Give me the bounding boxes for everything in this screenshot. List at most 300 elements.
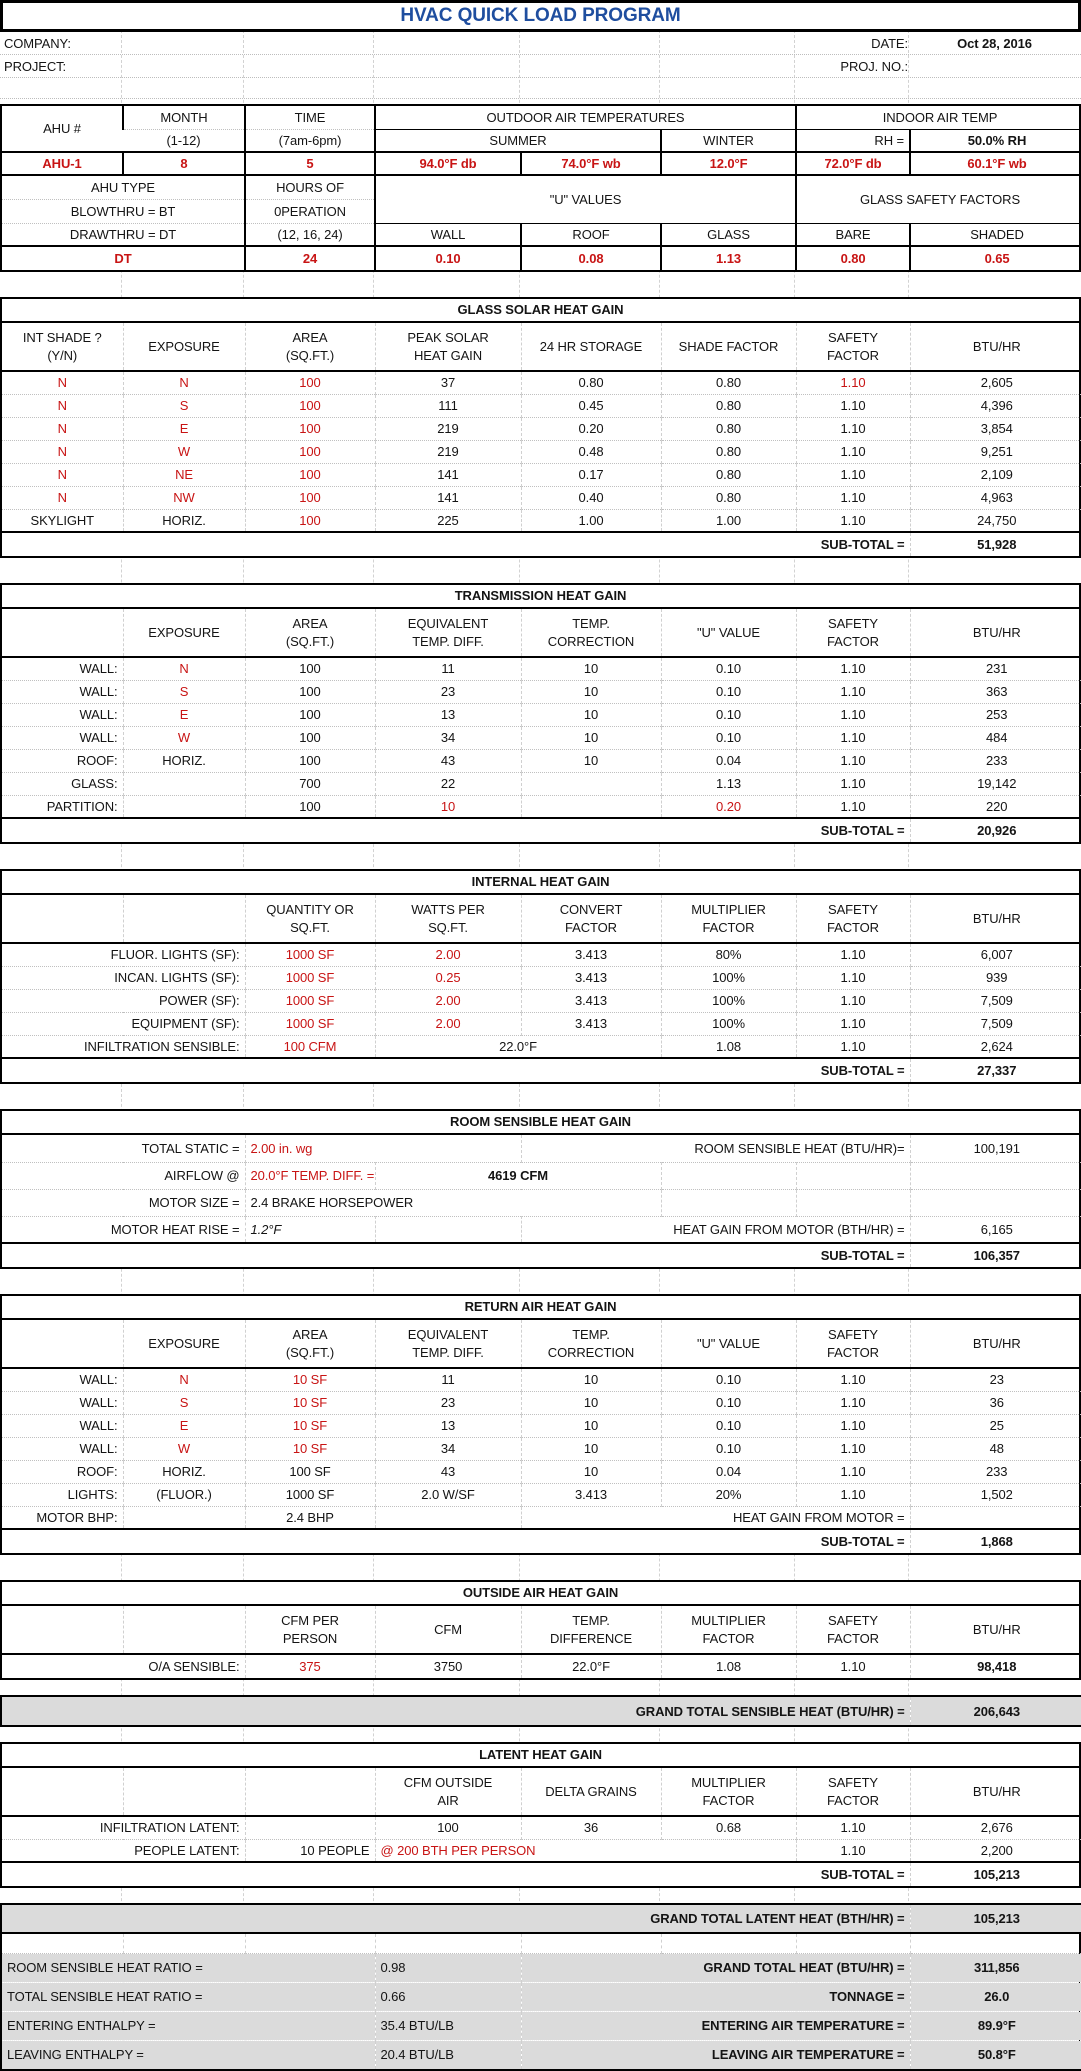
cell-line: (SQ.FT.) <box>285 1344 335 1360</box>
cell: 1.10 <box>796 795 910 818</box>
table-row <box>2 1460 1081 1483</box>
table-row <box>2 106 1081 129</box>
empty-cell <box>2 609 123 657</box>
cell: 24,750 <box>910 509 1081 532</box>
cell: 2,624 <box>910 1035 1081 1058</box>
cell[interactable]: 0.65 <box>910 246 1081 270</box>
cell-line: FACTOR <box>702 1630 755 1646</box>
cell: 253 <box>910 703 1081 726</box>
table-row <box>2 129 1081 152</box>
cell: HEAT GAIN FROM MOTOR = <box>521 1506 910 1529</box>
cell[interactable]: 0.80 <box>796 246 910 270</box>
cell: WALL: <box>2 657 123 680</box>
cell-line: MULTIPLIER <box>691 1774 766 1790</box>
cell: 3750 <box>375 1654 521 1678</box>
cell: 231 <box>910 657 1081 680</box>
empty-cell <box>661 1933 796 1953</box>
cell[interactable]: 1000 SF <box>245 943 375 966</box>
cell: 13 <box>375 703 521 726</box>
cell: PARTITION: <box>2 795 123 818</box>
empty-cell <box>245 1816 375 1839</box>
cell: 1.10 <box>796 703 910 726</box>
cell: ENTERING ENTHALPY = <box>2 2011 375 2040</box>
cell: BLOWTHRU = BT <box>2 199 245 223</box>
cell: 0.68 <box>661 1816 796 1839</box>
cell-line: CORRECTION <box>547 633 635 649</box>
cell[interactable]: N <box>2 371 123 394</box>
cell[interactable]: 74.0°F wb <box>521 152 661 175</box>
date-value[interactable]: Oct 28, 2016 <box>957 35 1032 51</box>
cell-line: FACTOR <box>702 919 755 935</box>
table-row <box>2 1862 1081 1886</box>
cell[interactable]: N <box>2 394 123 417</box>
cell: 1.10 <box>796 440 910 463</box>
cell: MOTOR SIZE = <box>2 1189 245 1216</box>
cell: 2,605 <box>910 371 1081 394</box>
empty-cell <box>2 1606 123 1654</box>
cell: TOTAL SENSIBLE HEAT RATIO = <box>2 1982 375 2011</box>
cell[interactable]: 1000 SF <box>245 966 375 989</box>
table-row <box>2 657 1081 680</box>
cell: 48 <box>910 1437 1081 1460</box>
cell: 1.10 <box>796 417 910 440</box>
cell: 100 <box>245 795 375 818</box>
cell[interactable]: W <box>123 1437 245 1460</box>
cell[interactable]: S <box>123 394 245 417</box>
table-row <box>2 323 1081 371</box>
cell[interactable]: 100 <box>245 417 375 440</box>
table-row <box>2 680 1081 703</box>
table-row <box>2 1135 1081 1162</box>
cell-line: SAFETY <box>828 901 878 917</box>
empty-cell <box>661 1162 796 1189</box>
table-row <box>2 2040 1081 2069</box>
cell[interactable]: 12.0°F <box>661 152 796 175</box>
cell-line: FACTOR <box>827 1630 879 1646</box>
cell: 13 <box>375 1414 521 1437</box>
cell: 100 <box>375 1816 521 1839</box>
cell: 100% <box>661 989 796 1012</box>
empty-cell <box>2 1320 123 1368</box>
cell[interactable]: 100 <box>245 463 375 486</box>
table-row <box>2 1697 1081 1725</box>
cell: 1000 SF <box>245 1483 375 1506</box>
cell: 10 <box>521 1391 661 1414</box>
cell-line: MULTIPLIER <box>691 1612 766 1628</box>
cell: 0.04 <box>661 749 796 772</box>
cell <box>661 1768 796 1816</box>
cell[interactable]: W <box>123 726 245 749</box>
cell-line: EQUIVALENT <box>407 615 489 631</box>
cell: 10 <box>521 749 661 772</box>
empty-cell <box>661 1189 796 1216</box>
cell: 34 <box>375 726 521 749</box>
table-row <box>2 223 1081 246</box>
cell: 36 <box>910 1391 1081 1414</box>
cell: 50.8°F <box>910 2040 1081 2069</box>
date-label: DATE: <box>871 35 908 51</box>
cell: 0.80 <box>661 417 796 440</box>
empty-cell <box>796 1933 910 1953</box>
cell[interactable]: N <box>123 1368 245 1391</box>
cell[interactable]: 2.00 <box>375 943 521 966</box>
cell[interactable]: N <box>123 371 245 394</box>
cell[interactable]: 0.20 <box>661 795 796 818</box>
cell: BTU/HR <box>910 609 1081 657</box>
table-row <box>2 1506 1081 1529</box>
cell: 100% <box>661 966 796 989</box>
table-row <box>2 609 1081 657</box>
cell-line: FACTOR <box>827 633 879 649</box>
cell-line: EQUIVALENT <box>407 1326 489 1342</box>
cell[interactable]: N <box>2 463 123 486</box>
cell[interactable]: 1000 SF <box>245 989 375 1012</box>
cell: 1.10 <box>796 486 910 509</box>
cell: EQUIPMENT (SF): <box>2 1012 245 1035</box>
project-label: PROJECT: <box>4 58 67 74</box>
cell: GLASS: <box>2 772 123 795</box>
cell[interactable]: 2.00 <box>375 989 521 1012</box>
cell-line: MULTIPLIER <box>691 901 766 917</box>
cell[interactable]: 20.0°F TEMP. DIFF. = <box>245 1162 375 1189</box>
empty-cell <box>245 1933 375 1953</box>
cell-line: INT SHADE ? <box>22 329 102 345</box>
cell: BTU/HR <box>910 895 1081 943</box>
cell <box>661 1606 796 1654</box>
table-row <box>2 966 1081 989</box>
cell <box>245 609 375 657</box>
cell[interactable]: 8 <box>123 152 245 175</box>
cell: 3,854 <box>910 417 1081 440</box>
cell[interactable]: 1.13 <box>661 246 796 270</box>
cell: 25 <box>910 1414 1081 1437</box>
cell: 2.4 BRAKE HORSEPOWER <box>245 1189 661 1216</box>
cell: 0.10 <box>661 1414 796 1437</box>
cell: 233 <box>910 749 1081 772</box>
cell[interactable]: N <box>2 417 123 440</box>
cell: 0.80 <box>661 394 796 417</box>
cell: ROOM SENSIBLE HEAT (BTU/HR)= <box>521 1135 910 1162</box>
cell: 0.80 <box>661 371 796 394</box>
empty-cell <box>123 1606 245 1654</box>
cell-line: PEAK SOLAR <box>407 329 489 345</box>
cell: BARE <box>796 223 910 246</box>
cell: 22 <box>375 772 521 795</box>
cell[interactable]: E <box>123 417 245 440</box>
cell[interactable]: E <box>123 1414 245 1437</box>
cell: 36 <box>521 1816 661 1839</box>
cell[interactable]: 10 SF <box>245 1437 375 1460</box>
cell: "U" VALUE <box>661 609 796 657</box>
cell: 0PERATION <box>245 199 375 223</box>
cell[interactable]: 94.0°F db <box>375 152 521 175</box>
empty-cell <box>2 1933 123 1953</box>
empty-cell <box>375 1933 521 1953</box>
room-sensible-heat-gain <box>0 1109 1081 1269</box>
cell: 43 <box>375 1460 521 1483</box>
cell[interactable]: 100 <box>245 486 375 509</box>
cell: 2,200 <box>910 1839 1081 1862</box>
cell[interactable]: 5 <box>245 152 375 175</box>
cell-line: SQ.FT. <box>290 919 330 935</box>
internal-heat-gain <box>0 869 1081 1084</box>
cell: WALL: <box>2 1414 123 1437</box>
cell: 220 <box>910 795 1081 818</box>
cell-line: FACTOR <box>565 919 617 935</box>
cell[interactable]: 100 <box>245 394 375 417</box>
cell-line: PERSON <box>282 1630 338 1646</box>
table-row <box>2 509 1081 532</box>
cell: (7am-6pm) <box>245 129 375 152</box>
cell[interactable]: S <box>123 680 245 703</box>
cell: EXPOSURE <box>123 1320 245 1368</box>
table-row <box>2 371 1081 394</box>
cell: 1.10 <box>796 394 910 417</box>
cell[interactable]: W <box>123 440 245 463</box>
cell: 0.45 <box>521 394 661 417</box>
cell: LEAVING AIR TEMPERATURE = <box>521 2040 910 2069</box>
cell: 363 <box>910 680 1081 703</box>
table-row <box>2 1216 1081 1243</box>
cell: 484 <box>910 726 1081 749</box>
subtotal-label: SUB-TOTAL = <box>2 532 910 556</box>
cell[interactable]: DT <box>2 246 245 270</box>
cell[interactable]: AHU-1 <box>2 152 123 175</box>
cell <box>245 895 375 943</box>
cell: 100 <box>245 703 375 726</box>
cell: RH = <box>796 129 910 152</box>
table-row <box>2 246 1081 270</box>
cell <box>245 1606 375 1654</box>
subtotal-label: SUB-TOTAL = <box>2 1529 910 1553</box>
cell: WALL: <box>2 1391 123 1414</box>
cell: 0.80 <box>661 463 796 486</box>
cell[interactable]: 10 <box>375 795 521 818</box>
cell: 11 <box>375 657 521 680</box>
cell-line: CORRECTION <box>547 1344 635 1360</box>
cell-line: FACTOR <box>827 919 879 935</box>
cell: 10 <box>521 657 661 680</box>
table-row <box>2 1320 1081 1368</box>
cell: TIME <box>245 106 375 129</box>
cell: WALL <box>375 223 521 246</box>
cell[interactable]: 60.1°F wb <box>910 152 1081 175</box>
cell[interactable]: 100 CFM <box>245 1035 375 1058</box>
cell-line: AREA <box>292 329 328 345</box>
cell: AHU TYPE <box>2 175 245 199</box>
cell: 1.10 <box>796 1391 910 1414</box>
table-row <box>2 1768 1081 1816</box>
cell: HORIZ. <box>123 509 245 532</box>
subtotal-label: SUB-TOTAL = <box>2 1243 910 1267</box>
table-row <box>2 749 1081 772</box>
cell: ENTERING AIR TEMPERATURE = <box>521 2011 910 2040</box>
cell[interactable]: 1000 SF <box>245 1012 375 1035</box>
cell: GLASS <box>661 223 796 246</box>
cell: WALL: <box>2 703 123 726</box>
subtotal-value: 105,213 <box>910 1862 1081 1886</box>
cell: 9,251 <box>910 440 1081 463</box>
project-row <box>0 55 1081 78</box>
cell[interactable]: 100 <box>245 371 375 394</box>
cell: 100 <box>245 657 375 680</box>
cell-line: SAFETY <box>828 329 878 345</box>
cell <box>796 1768 910 1816</box>
cell: GLASS SAFETY FACTORS <box>796 175 1081 223</box>
cell: 1.10 <box>796 1839 910 1862</box>
cell[interactable]: 0.08 <box>521 246 661 270</box>
company-label: COMPANY: <box>4 35 71 51</box>
table-row <box>2 818 1081 842</box>
cell: 1.13 <box>661 772 796 795</box>
table-row <box>2 394 1081 417</box>
cell-line: TEMP. DIFF. <box>412 1344 484 1360</box>
cell: HORIZ. <box>123 749 245 772</box>
cell: AIRFLOW @ <box>2 1162 245 1189</box>
cell: BTU/HR <box>910 1768 1081 1816</box>
grand-total-latent-value: 105,213 <box>910 1905 1081 1933</box>
cell: 37 <box>375 371 521 394</box>
table-row <box>2 1035 1081 1058</box>
cell[interactable]: 2.00 <box>375 1012 521 1035</box>
cell: MOTOR HEAT RISE = <box>2 1216 245 1243</box>
cell[interactable]: 24 <box>245 246 375 270</box>
table-row <box>2 1816 1081 1839</box>
grand-total-sensible-band <box>0 1695 1081 1727</box>
company-row <box>0 32 1081 55</box>
cell: 0.98 <box>375 1953 521 1982</box>
cell[interactable]: @ 200 BTH PER PERSON <box>375 1839 796 1862</box>
cell: 0.04 <box>661 1460 796 1483</box>
cell: 0.10 <box>661 657 796 680</box>
table-row <box>2 1189 1081 1216</box>
proj-no-label: PROJ. NO.: <box>840 58 908 74</box>
cell-line: FACTOR <box>702 1792 755 1808</box>
cell: 219 <box>375 417 521 440</box>
cell: 1.10 <box>796 657 910 680</box>
cell: AHU # <box>43 121 81 136</box>
table-row <box>2 1529 1081 1553</box>
cell: 35.4 BTU/LB <box>375 2011 521 2040</box>
cell-line: TEMP. <box>572 1326 610 1342</box>
cell: WINTER <box>661 129 796 152</box>
cell: 1.10 <box>796 966 910 989</box>
cell[interactable]: 100 <box>245 440 375 463</box>
cell-line: SQ.FT. <box>428 919 468 935</box>
cell: INDOOR AIR TEMP <box>796 106 1081 129</box>
cell: 0.17 <box>521 463 661 486</box>
cell: 10 <box>521 726 661 749</box>
cell <box>796 323 910 371</box>
cell: INFILTRATION LATENT: <box>2 1816 245 1839</box>
cell: 1.10 <box>796 1012 910 1035</box>
cell[interactable]: 2.00 in. wg <box>245 1135 521 1162</box>
cell: TONNAGE = <box>521 1982 910 2011</box>
cell[interactable]: E <box>123 703 245 726</box>
cell[interactable]: N <box>123 657 245 680</box>
cell: 311,856 <box>910 1953 1081 1982</box>
cell-line: SAFETY <box>828 1612 878 1628</box>
cell: 0.10 <box>661 703 796 726</box>
cell: 0.10 <box>661 1391 796 1414</box>
cell: (1-12) <box>123 129 245 152</box>
table-row <box>2 1982 1081 2011</box>
cell <box>521 1320 661 1368</box>
cell[interactable]: NE <box>123 463 245 486</box>
latent-heat-gain <box>0 1742 1081 1888</box>
subtotal-value: 106,357 <box>910 1243 1081 1267</box>
cell: 233 <box>910 1460 1081 1483</box>
cell[interactable]: 0.25 <box>375 966 521 989</box>
cell[interactable]: 1.10 <box>796 371 910 394</box>
cell: 1.10 <box>796 943 910 966</box>
cell[interactable]: 72.0°F db <box>796 152 910 175</box>
table-row <box>2 943 1081 966</box>
cell-line: AIR <box>437 1792 459 1808</box>
cell[interactable]: 0.10 <box>375 246 521 270</box>
cell: O/A SENSIBLE: <box>2 1654 245 1678</box>
cell: PEOPLE LATENT: <box>2 1839 245 1862</box>
cell: 1.10 <box>796 726 910 749</box>
empty-cell <box>375 1216 521 1243</box>
table-row <box>2 1654 1081 1678</box>
cell: 50.0% RH <box>910 129 1081 152</box>
cell[interactable]: 100 <box>245 509 375 532</box>
cell: 0.10 <box>661 1368 796 1391</box>
cell: MOTOR BHP: <box>2 1506 123 1529</box>
cell[interactable]: 10 SF <box>245 1368 375 1391</box>
outside-air-heat-gain-title: OUTSIDE AIR HEAT GAIN <box>2 1582 1079 1606</box>
cell: 1.10 <box>796 989 910 1012</box>
cell: 1.10 <box>796 1437 910 1460</box>
cell[interactable]: N <box>2 486 123 509</box>
cell <box>521 895 661 943</box>
cell: FLUOR. LIGHTS (SF): <box>2 943 245 966</box>
cell[interactable]: NW <box>123 486 245 509</box>
latent-heat-gain-title: LATENT HEAT GAIN <box>2 1744 1079 1768</box>
cell-line: SAFETY <box>828 1326 878 1342</box>
cell: 0.10 <box>661 680 796 703</box>
cell: INFILTRATION SENSIBLE: <box>2 1035 245 1058</box>
cell-line: TEMP. <box>572 615 610 631</box>
table-row <box>2 440 1081 463</box>
cell[interactable]: 375 <box>245 1654 375 1678</box>
cell: 1.10 <box>796 1035 910 1058</box>
empty-cell <box>123 1506 245 1529</box>
table-row <box>2 1953 1081 1982</box>
cell[interactable]: 10 SF <box>245 1391 375 1414</box>
cell-line: CONVERT <box>559 901 623 917</box>
cell[interactable]: S <box>123 1391 245 1414</box>
table-row <box>2 1839 1081 1862</box>
cell-line: (Y/N) <box>47 347 78 363</box>
cell: 7,509 <box>910 989 1081 1012</box>
cell: 1.00 <box>521 509 661 532</box>
table-row <box>2 417 1081 440</box>
cell[interactable]: 10 SF <box>245 1414 375 1437</box>
table-row <box>2 2011 1081 2040</box>
empty-cell <box>521 1933 661 1953</box>
sheet-title-box <box>0 0 1081 32</box>
cell[interactable]: N <box>2 440 123 463</box>
cell-line: AREA <box>292 615 328 631</box>
cell: LIGHTS: <box>2 1483 123 1506</box>
cell: 0.40 <box>521 486 661 509</box>
cell: 0.48 <box>521 440 661 463</box>
cell-line: SAFETY <box>828 615 878 631</box>
cell-line: CFM PER <box>281 1612 339 1628</box>
empty-cell <box>123 1933 245 1953</box>
